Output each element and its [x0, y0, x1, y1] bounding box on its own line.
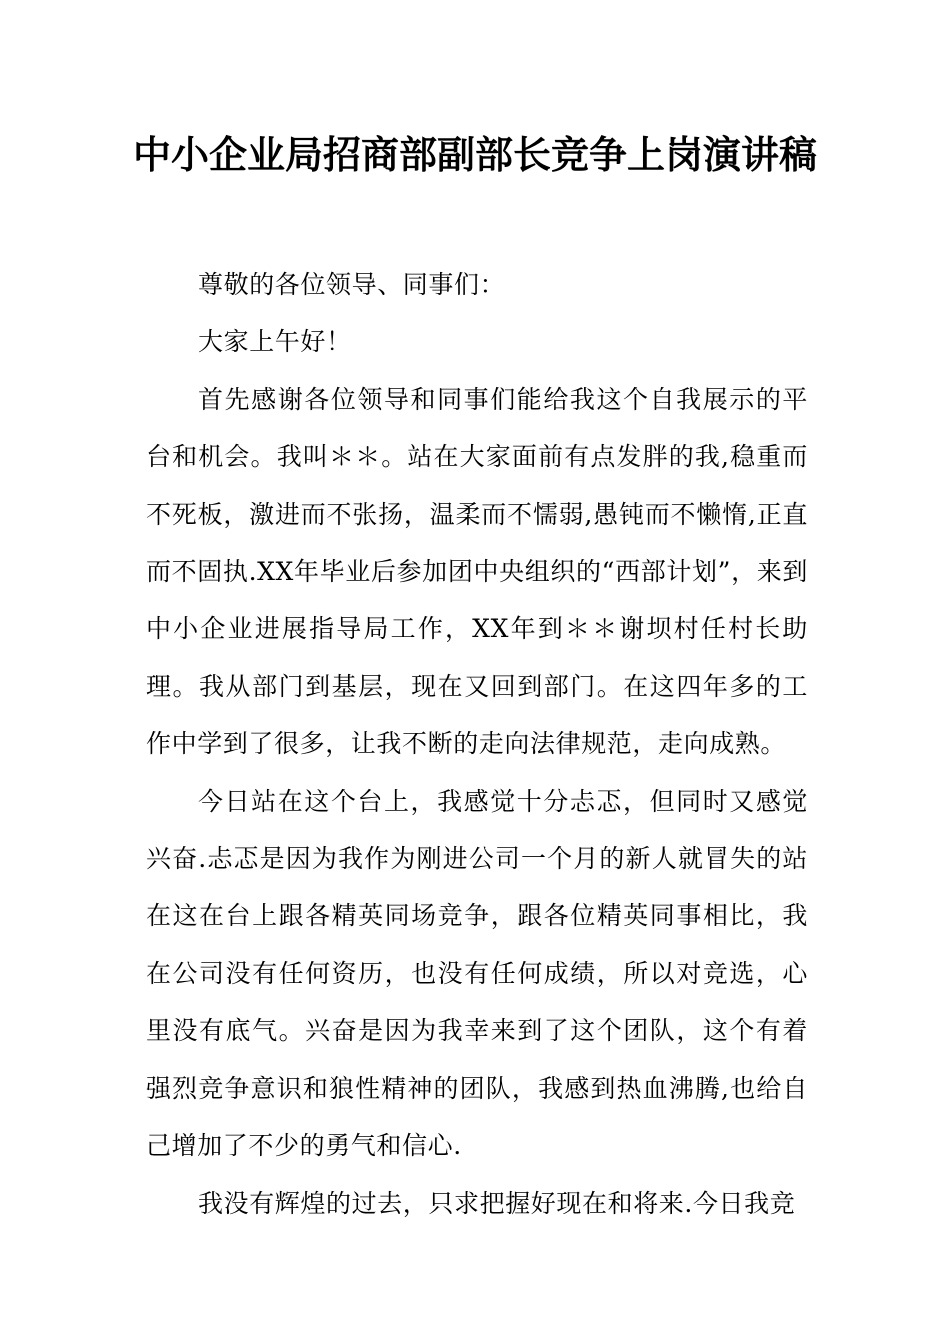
body-paragraph: 首先感谢各位领导和同事们能给我这个自我展示的平台和机会。我叫＊＊。站在大家面前有点发胖的我,稳重而不死板，激进而不张扬，温柔而不懦弱,愚钝而不懒惰,正直而不固执.XX年毕业后参加团中央组织的“西部计划”，来到中小企业进展指导局工作，XX年到＊＊谢坝村任村长助理。我从部门到基层，现在又回到部门。在这四年多的工作中学到了很多，让我不断的走向法律规范，走向成熟。 [146, 384, 808, 759]
greeting-paragraph: 大家上午好！ [198, 327, 352, 357]
document-body [146, 256, 808, 1232]
salutation-paragraph: 尊敬的各位领导、同事们： [198, 270, 506, 299]
body-paragraph: 我没有辉煌的过去，只求把握好现在和将来.今日我竞 [198, 1188, 796, 1218]
body-paragraph: 今日站在这个台上，我感觉十分忐忑，但同时又感觉兴奋.忐忑是因为我作为刚进公司一个月的新人就冒失的站在这在台上跟各精英同场竞争，跟各位精英同事相比，我在公司没有任何资历，也没有任何成绩，所以对竞选，心里没有底气。兴奋是因为我幸来到了这个团队，这个有着强烈竞争意识和狼性精神的团队，我感到热血沸腾,也给自己增加了不少的勇气和信心. [146, 786, 808, 1161]
document-title: 中小企业局招商部副部长竞争上岗演讲稿 [132, 132, 817, 177]
